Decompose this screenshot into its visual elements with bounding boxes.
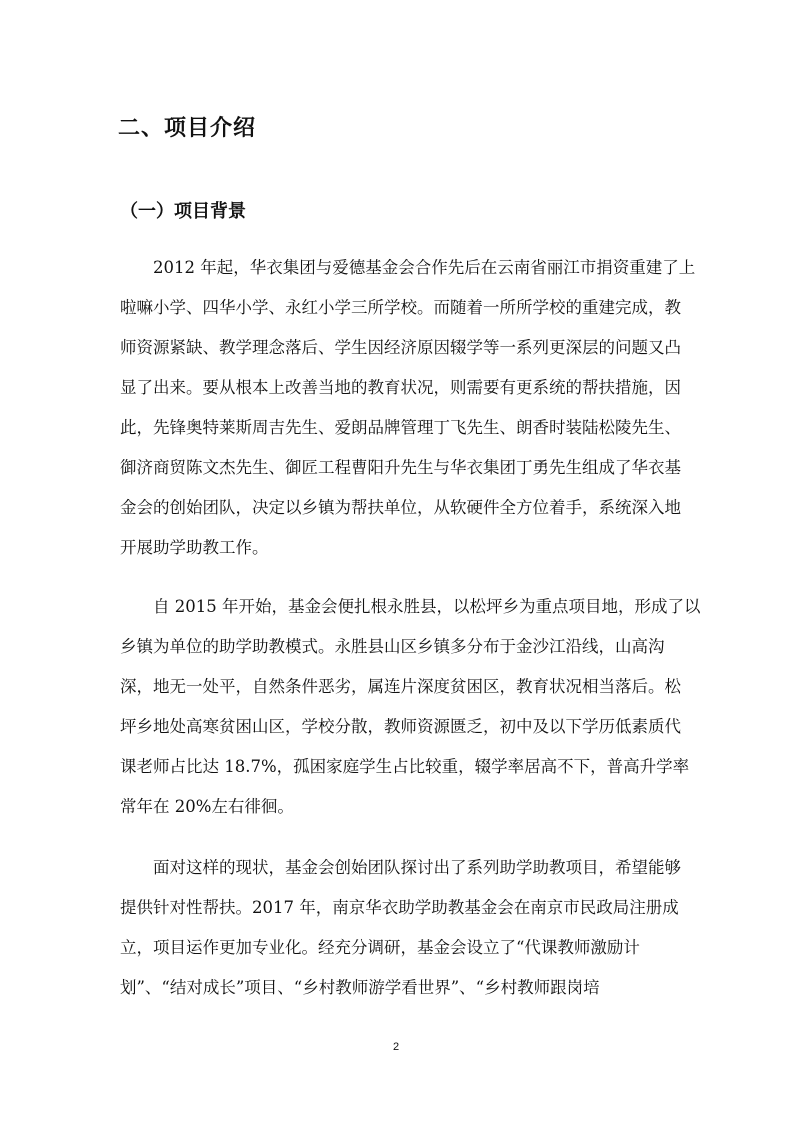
paragraph-line: 面对这样的现状，基金会创始团队探讨出了系列助学助教项目，希望能够: [120, 858, 681, 877]
page-number: 2: [392, 1041, 400, 1053]
paragraph-line: 常年在 20%左右徘徊。: [120, 797, 294, 816]
paragraph-line: 此，先锋奥特莱斯周吉先生、爱朗品牌管理丁飞先生、朗香时装陆松陵先生、: [120, 418, 681, 437]
paragraph-line: 深，地无一处平，自然条件恶劣，属连片深度贫困区，教育状况相当落后。松: [120, 677, 681, 696]
paragraph-line: 显了出来。要从根本上改善当地的教育状况，则需要有更系统的帮扶措施，因: [120, 378, 681, 397]
paragraph-line: 坪乡地处高寒贫困山区，学校分散，教师资源匮乏，初中及以下学历低素质代: [120, 717, 681, 736]
paragraph-line: 自 2015 年开始，基金会便扎根永胜县，以松坪乡为重点项目地，形成了以: [120, 597, 701, 616]
paragraph-line: 划”、“结对成长”项目、“乡村教师游学看世界”、“乡村教师跟岗培: [120, 978, 600, 997]
paragraph-yongsheng-county: [120, 587, 701, 827]
paragraph-line: 御济商贸陈文杰先生、御匠工程曹阳升先生与华衣集团丁勇先生组成了华衣基: [120, 458, 681, 477]
paragraph-line: 2012 年起，华衣集团与爱德基金会合作先后在云南省丽江市捐资重建了上: [120, 258, 696, 277]
paragraph-line: 立，项目运作更加专业化。经充分调研，基金会设立了“代课教师激励计: [120, 938, 640, 957]
paragraph-line: 课老师占比达 18.7%，孤困家庭学生占比较重，辍学率居高不下，普高升学率: [120, 757, 690, 776]
paragraph-line: 金会的创始团队，决定以乡镇为帮扶单位，从软硬件全方位着手，系统深入地: [120, 498, 681, 517]
paragraph-foundation-projects: [120, 848, 680, 1008]
paragraph-line: 啦嘛小学、四华小学、永红小学三所学校。而随着一所所学校的重建完成，教: [120, 298, 681, 317]
paragraph-line: 乡镇为单位的助学助教模式。永胜县山区乡镇多分布于金沙江沿线，山高沟: [120, 637, 665, 656]
paragraph-line: 开展助学助教工作。: [120, 538, 269, 557]
section-heading: 二、项目介绍: [118, 116, 257, 141]
paragraph-background-history: [120, 248, 696, 568]
paragraph-line: 师资源紧缺、教学理念落后、学生因经济原因辍学等一系列更深层的问题又凸: [120, 338, 681, 357]
subsection-heading: （一）项目背景: [120, 201, 246, 222]
paragraph-line: 提供针对性帮扶。2017 年，南京华衣助学助教基金会在南京市民政局注册成: [120, 898, 679, 917]
